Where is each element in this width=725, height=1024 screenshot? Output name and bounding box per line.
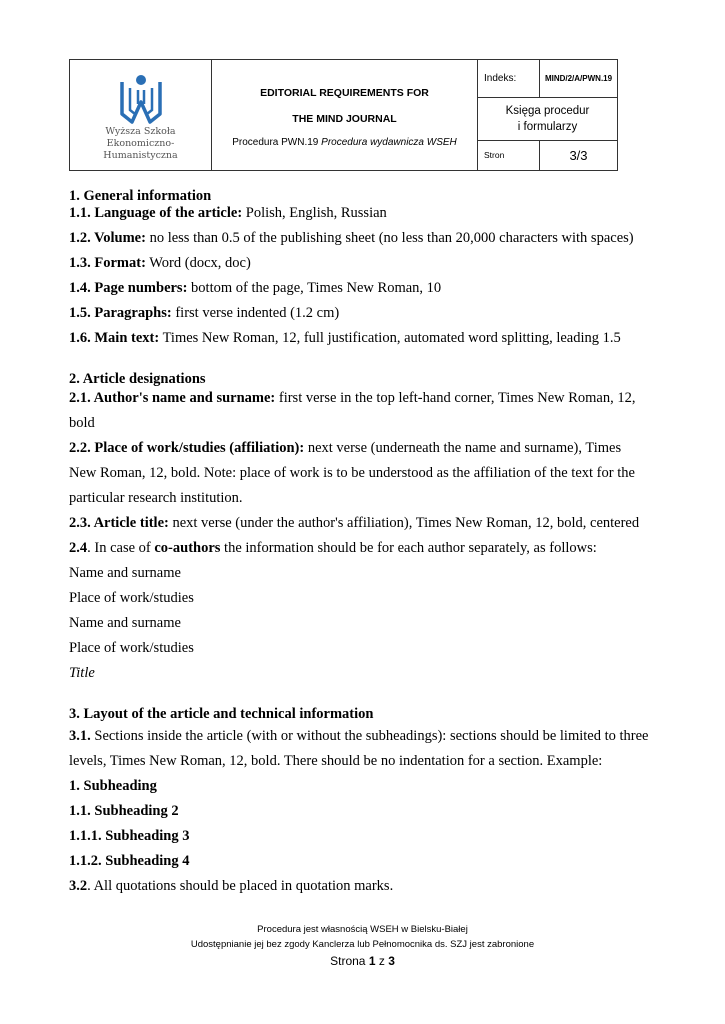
book-title-line-2: i formularzy: [517, 121, 578, 134]
example-line: Place of work/studies: [69, 640, 194, 656]
paragraph: particular research institution.: [69, 490, 243, 506]
book-title-cell: [478, 98, 618, 140]
paragraph: 2.1. Author's name and surname: first verse in the top left-hand corner, Times New Roman, 12,: [69, 390, 636, 406]
subheading-example: 1. Subheading: [69, 778, 157, 794]
document-title-line-1: EDITORIAL REQUIREMENTS FOR: [260, 86, 429, 99]
paragraph: bold: [69, 415, 95, 431]
paragraph: 1.3. Format: Word (docx, doc): [69, 255, 251, 271]
example-line: Place of work/studies: [69, 590, 194, 606]
subheading-example: 1.1.1. Subheading 3: [69, 828, 190, 844]
paragraph: 1.4. Page numbers: bottom of the page, Times New Roman, 10: [69, 280, 442, 296]
subheading-example: 1.1.2. Subheading 4: [69, 853, 190, 869]
paragraph: 3.2. All quotations should be placed in quotation marks.: [69, 878, 394, 894]
section-heading: 2. Article designations: [69, 371, 206, 387]
paragraph: 1.5. Paragraphs: first verse indented (1.2 cm): [69, 305, 340, 321]
logo-line-1: Wyższa Szkoła: [105, 126, 176, 137]
book-title-line-1: Księga procedur: [505, 105, 590, 118]
paragraph: 2.4. In case of co-authors the information should be for each author separately, as follows:: [69, 540, 597, 556]
index-label: Indeks:: [478, 60, 540, 98]
document-body: [69, 188, 659, 899]
paragraph: levels, Times New Roman, 12, bold. There should be no indentation for a section. Example:: [69, 753, 603, 769]
procedure-label: [212, 137, 477, 148]
paragraph: 1.2. Volume: no less than 0.5 of the publishing sheet (no less than 20,000 characters with spaces): [69, 230, 634, 246]
document-title-cell: [212, 60, 478, 171]
footer-ownership-note: Procedura jest własnością WSEH w Bielsku-Białej: [257, 924, 468, 935]
document-header-table: [69, 59, 618, 171]
institution-logo-cell: [70, 60, 212, 171]
logo-line-2: Ekonomiczno-Humanistyczna: [103, 138, 178, 161]
paragraph: 1.6. Main text: Times New Roman, 12, full justification, automated word splitting, leading 1.5: [69, 330, 621, 346]
procedure-name: Procedura wydawnicza WSEH: [321, 136, 457, 148]
paragraph: 3.1. Sections inside the article (with or without the subheadings): sections should be limited to three: [69, 728, 649, 744]
paragraph: 2.3. Article title: next verse (under the author's affiliation), Times New Roman, 12, bold, centered: [69, 515, 640, 531]
section-heading: 3. Layout of the article and technical information: [69, 706, 374, 722]
document-title-line-2: THE MIND JOURNAL: [292, 112, 397, 125]
paragraph: 1.1. Language of the article: Polish, English, Russian: [69, 205, 387, 221]
pages-value: 3/3: [540, 140, 618, 170]
section-heading: 1. General information: [69, 188, 212, 204]
footer-sharing-note: Udostępnianie jej bez zgody Kanclerza lub Pełnomocnika ds. SZJ jest zabronione: [190, 939, 535, 950]
paragraph: New Roman, 12, bold. Note: place of work is to be understood as the affiliation of the text for the: [69, 465, 635, 481]
index-value: MIND/2/A/PWN.19: [540, 60, 618, 98]
example-line: Name and surname: [69, 615, 181, 631]
example-line: Name and surname: [69, 565, 181, 581]
pages-label: Stron: [478, 140, 540, 170]
subheading-example: 1.1. Subheading 2: [69, 803, 179, 819]
paragraph: 2.2. Place of work/studies (affiliation): next verse (underneath the name and surname), Times: [69, 440, 622, 456]
procedure-prefix: Procedura PWN.19: [232, 136, 322, 148]
footer-page-number: Strona 1 z 3: [330, 954, 395, 968]
wseh-logo-icon: [118, 74, 164, 124]
example-line: Title: [69, 665, 95, 681]
